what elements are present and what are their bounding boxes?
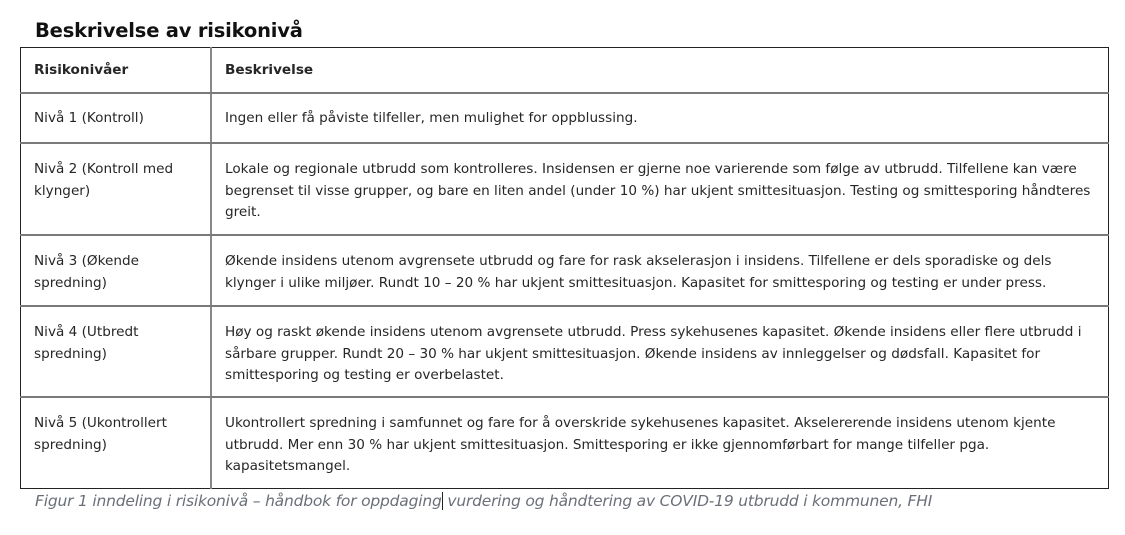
description-cell: Lokale og regionale utbrudd som kontrolleres. Insidensen er gjerne noe varierende som følge av utbrudd. Tilfellene kan være begrenset til visse grupper, og bare en liten andel (under 10 %) har ukjent smittesituasjon. Testing og smittesporing håndteres greit. [211, 143, 1109, 235]
table-row [21, 235, 1109, 306]
header-risk-levels: Risikonivåer [21, 48, 212, 94]
document-heading: Beskrivelse av risikonivå [35, 19, 303, 42]
level-cell: Nivå 3 (Økende spredning) [21, 235, 212, 306]
risk-level-table [20, 47, 1109, 489]
description-cell: Høy og raskt økende insidens utenom avgrensete utbrudd. Press sykehusenes kapasitet. Økende insidens eller flere utbrudd i sårbare grupper. Rundt 20 – 30 % har ukjent smittesituasjon. Økende insidens av innleggelser og dødsfall. Kapasitet for smittesporing og testing er overbelastet. [211, 306, 1109, 397]
description-cell: Økende insidens utenom avgrensete utbrudd og fare for rask akselerasjon i insidens. Tilfellene er dels sporadiske og dels klynger i ulike miljøer. Rundt 10 – 20 % har ukjent smittesituasjon. Kapasitet for smittesporing og testing er under press. [211, 235, 1109, 306]
header-description: Beskrivelse [211, 48, 1109, 94]
caption-text-end: vurdering og håndtering av COVID-19 utbrudd i kommunen, FHI [442, 492, 933, 510]
table-row [21, 143, 1109, 235]
table-row [21, 306, 1109, 397]
description-cell: Ingen eller få påviste tilfeller, men mulighet for oppblussing. [211, 93, 1109, 143]
caption-text-start: Figur 1 inndeling i risikonivå – håndbok for oppdaging [35, 492, 442, 510]
table-header-row [21, 48, 1109, 94]
figure-caption[interactable] [35, 492, 932, 510]
level-cell: Nivå 1 (Kontroll) [21, 93, 212, 143]
description-cell: Ukontrollert spredning i samfunnet og fare for å overskride sykehusenes kapasitet. Akselererende insidens utenom kjente utbrudd. Mer enn 30 % har ukjent smittesituasjon. Smittesporing er ikke gjennomførbart for mange tilfeller pga. kapasitetsmangel. [211, 397, 1109, 489]
level-cell: Nivå 2 (Kontroll med klynger) [21, 143, 212, 235]
table-row [21, 93, 1109, 143]
level-cell: Nivå 4 (Utbredt spredning) [21, 306, 212, 397]
table-row [21, 397, 1109, 489]
level-cell: Nivå 5 (Ukontrollert spredning) [21, 397, 212, 489]
